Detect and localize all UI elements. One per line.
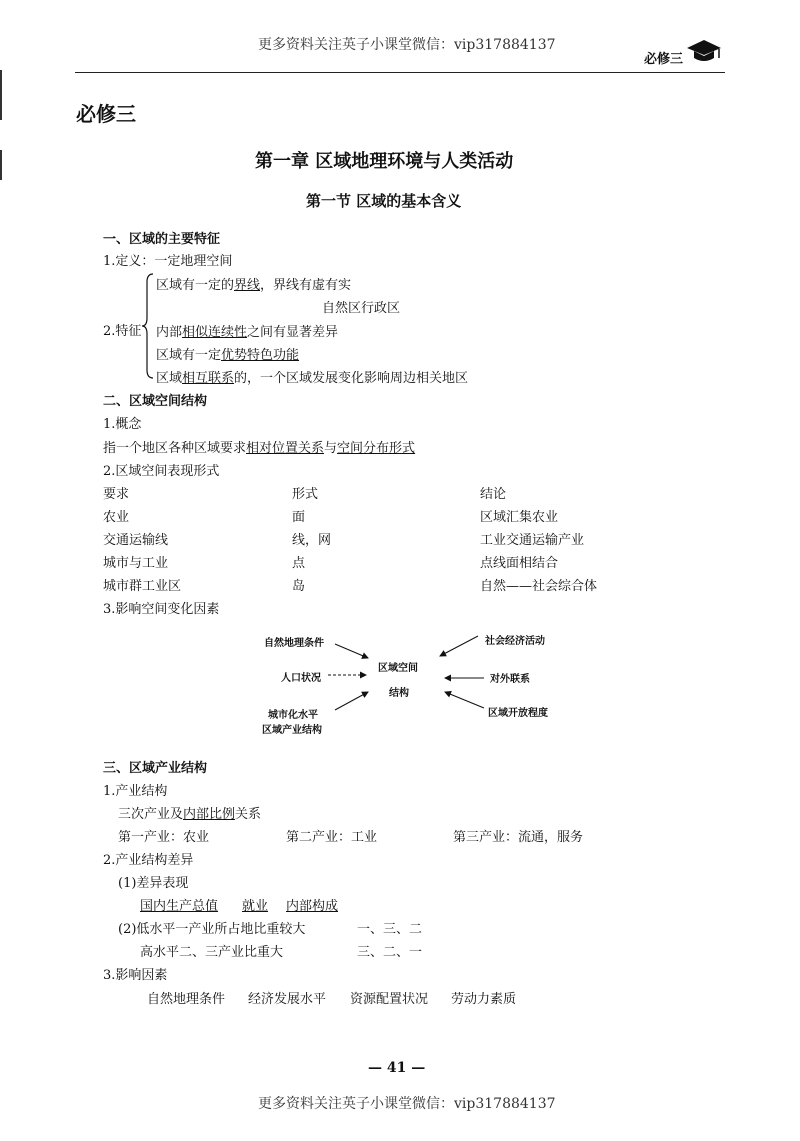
table-header-cell: 结论 — [480, 487, 507, 502]
part3-heading: 三、区域产业结构 — [103, 761, 208, 776]
forms-label: 2.区域空间表现形式 — [103, 464, 220, 479]
table-cell: 线，网 — [292, 533, 332, 548]
diff-item: 内部构成 — [286, 899, 339, 914]
brace-icon — [141, 272, 155, 380]
part1-heading: 一、区域的主要特征 — [103, 232, 221, 247]
high-level-order: 三、二、一 — [357, 945, 423, 960]
part2-heading: 二、区域空间结构 — [103, 394, 208, 409]
influence-item: 劳动力素质 — [451, 992, 517, 1007]
feature-boundary-types: 自然区行政区 — [322, 301, 401, 316]
header-tag: 必修三 — [644, 52, 684, 67]
diagram-population: 人口状况 — [281, 673, 321, 684]
influence-item: 资源配置状况 — [350, 992, 429, 1007]
table-cell: 区域汇集农业 — [480, 510, 559, 525]
feature-connection: 区域相互联系的，一个区域发展变化影响周边相关地区 — [156, 371, 469, 386]
diff-label: 2.产业结构差异 — [103, 853, 194, 868]
table-cell: 农业 — [103, 510, 130, 525]
header-watermark: 更多资料关注英子小课堂微信：vip317884137 — [258, 37, 556, 53]
table-cell: 点 — [292, 556, 306, 571]
secondary-industry: 第二产业：工业 — [286, 830, 378, 845]
diagram-industry: 区域产业结构 — [262, 725, 322, 736]
table-header-cell: 要求 — [103, 487, 130, 502]
factors-label: 3.影响空间变化因素 — [103, 602, 220, 617]
section-title: 第一节 区域的基本含义 — [306, 192, 462, 210]
diagram-natural: 自然地理条件 — [264, 638, 324, 649]
ratio-line: 三次产业及内部比例关系 — [118, 807, 262, 822]
diff-item: 国内生产总值 — [140, 899, 219, 914]
influence-item: 经济发展水平 — [248, 992, 327, 1007]
diagram-center: 区域空间 — [378, 663, 418, 674]
page-number: — 41 — — [368, 1060, 426, 1076]
graduation-cap-icon — [686, 38, 722, 64]
diagram-center: 结构 — [389, 688, 409, 699]
table-cell: 面 — [292, 510, 306, 525]
table-cell: 岛 — [292, 579, 306, 594]
low-level-order: 一、三、二 — [357, 922, 423, 937]
table-cell: 自然——社会综合体 — [480, 579, 598, 594]
feature-internal: 内部相似连续性之间有显著差异 — [156, 325, 339, 340]
scan-edge-mark — [0, 70, 2, 120]
definition-line: 1.定义：一定地理空间 — [103, 254, 233, 269]
chapter-title: 第一章 区域地理环境与人类活动 — [255, 151, 514, 172]
diagram-openness: 区域开放程度 — [488, 708, 548, 719]
table-cell: 工业交通运输产业 — [480, 533, 585, 548]
concept-text: 指一个地区各种区域要求相对位置关系与空间分布形式 — [103, 441, 416, 456]
footer-watermark: 更多资料关注英子小课堂微信：vip317884137 — [258, 1096, 556, 1112]
primary-industry: 第一产业：农业 — [118, 830, 210, 845]
influence-label: 3.影响因素 — [103, 968, 168, 983]
scan-edge-mark — [0, 150, 2, 180]
influence-item: 自然地理条件 — [147, 992, 226, 1007]
table-cell: 点线面相结合 — [480, 556, 559, 571]
header-rule — [75, 72, 725, 73]
feature-function: 区域有一定优势特色功能 — [156, 348, 300, 363]
concept-label: 1.概念 — [103, 417, 142, 432]
tertiary-industry: 第三产业：流通，服务 — [453, 830, 584, 845]
table-cell: 城市与工业 — [103, 556, 169, 571]
diagram-urban: 城市化水平 — [268, 710, 318, 721]
diff-item: 就业 — [242, 899, 269, 914]
table-cell: 城市群工业区 — [103, 579, 182, 594]
diff-1-label: (1)差异表现 — [118, 876, 189, 891]
high-level-text: 高水平二、三产业比重大 — [140, 945, 284, 960]
table-cell: 交通运输线 — [103, 533, 169, 548]
table-header-cell: 形式 — [292, 487, 319, 502]
diagram-socio: 社会经济活动 — [485, 636, 545, 647]
feature-label: 2.特征 — [103, 324, 142, 339]
diagram-external: 对外联系 — [490, 674, 530, 685]
feature-boundary: 区域有一定的界线，界线有虚有实 — [156, 278, 352, 293]
low-level-text: (2)低水平一产业所占地比重较大 — [118, 922, 306, 937]
volume-title: 必修三 — [76, 102, 136, 126]
structure-label: 1.产业结构 — [103, 784, 168, 799]
